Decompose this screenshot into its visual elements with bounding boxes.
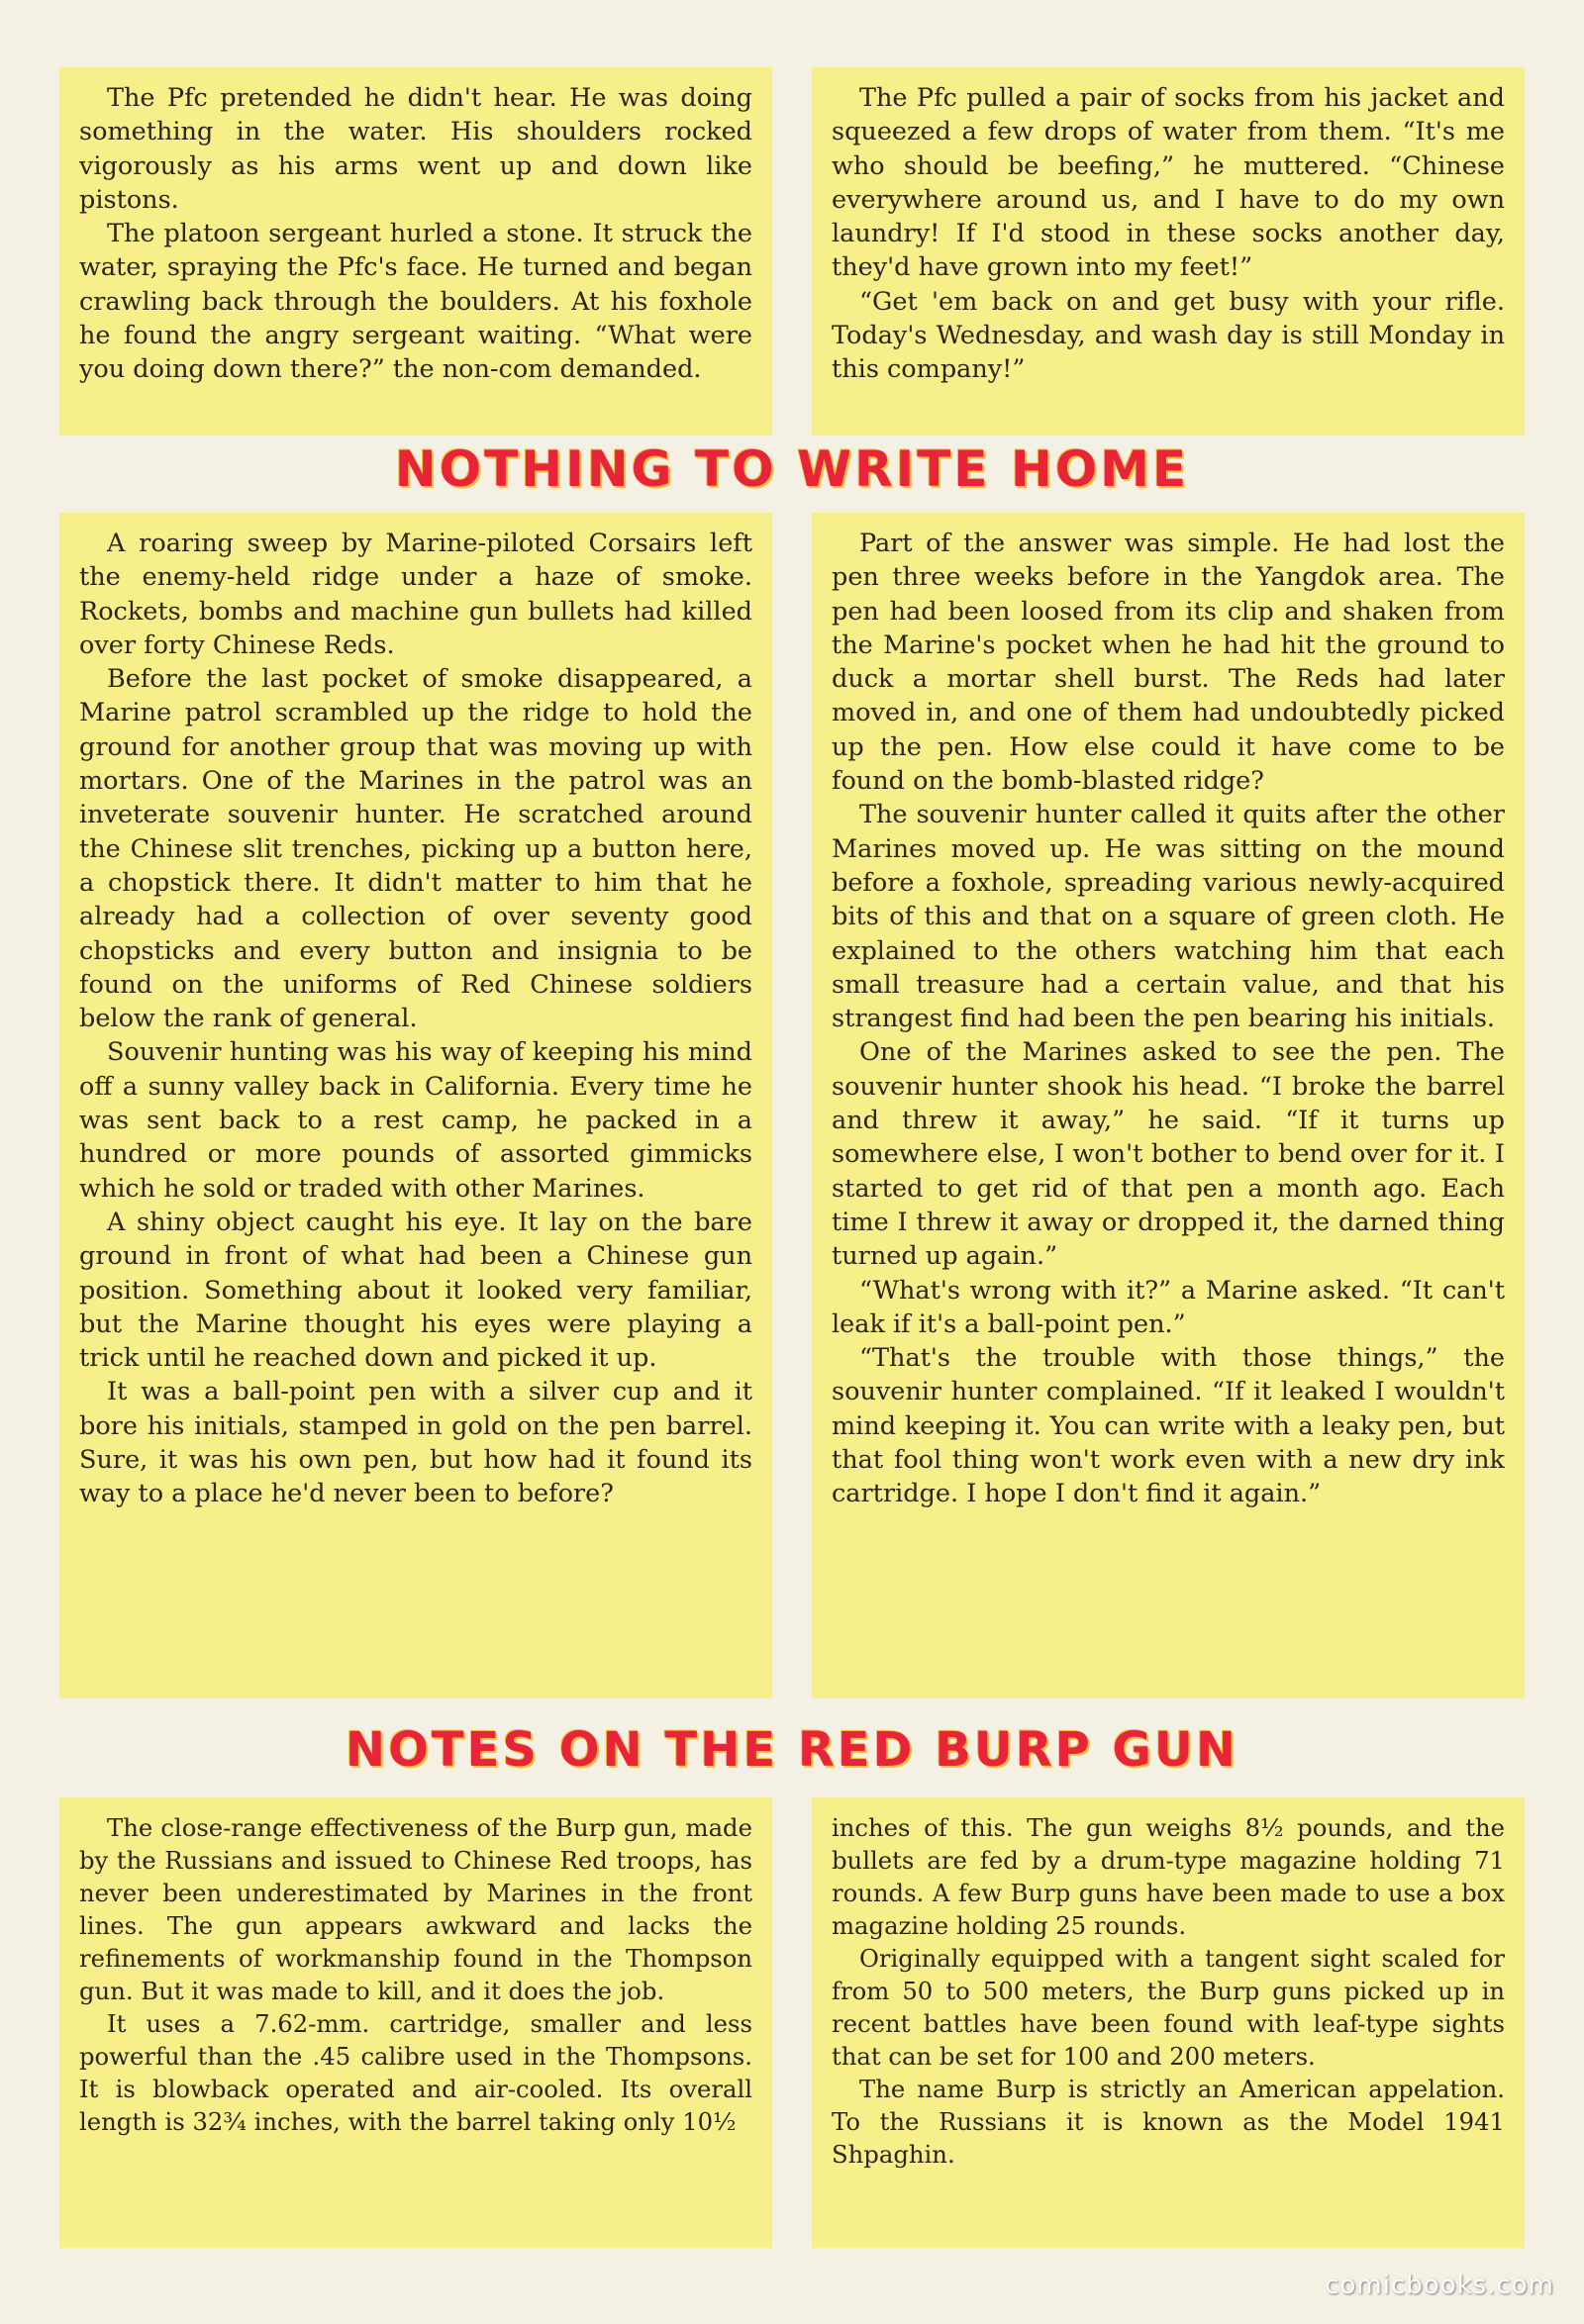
- paragraph: The souvenir hunter called it quits after the other Marines moved up. He was sitting on the mound before a foxhole, spreading various newly-acquired bits of this and that on a square of green cloth. He explained to the others watching him that each small treasure had a certain value, and that his strangest find had been the pen bearing his initials.: [832, 800, 1505, 1034]
- section-heading-nothing-to-write-home: NOTHING TO WRITE HOME: [394, 440, 1190, 498]
- paragraph: It uses a 7.62-mm. cartridge, smaller and less powerful than the .45 calibre used in the Thompsons. It is blowback operated and air-cooled. Its overall length is 32¾ inches, with the barrel taking only 10½: [79, 2009, 752, 2136]
- section-1-right-column: [812, 67, 1525, 436]
- paragraph: The Pfc pulled a pair of socks from his jacket and squeezed a few drops of water from them. “It's me who should be beefing,” he muttered. “Chinese everywhere around us, and I have to do my own laundry! If I'd stood in these socks another day, they'd have grown into my feet!”: [832, 83, 1505, 283]
- section-3-right-column: [812, 1797, 1525, 2248]
- paragraph: One of the Marines asked to see the pen. The souvenir hunter shook his head. “I broke the barrel and threw it away,” he said. “If it turns up somewhere else, I won't bother to bend over for it. I started to get rid of that pen a month ago. Each time I threw it away or dropped it, the darned thing turned up again.”: [832, 1037, 1505, 1272]
- paragraph: Before the last pocket of smoke disappeared, a Marine patrol scrambled up the ridge to hold the ground for another group that was moving up with mortars. One of the Marines in the patrol was an inveterate souvenir hunter. He scratched around the Chinese slit trenches, picking up a button here, a chopstick there. It didn't matter to him that he already had a collection of over seventy good chopsticks and every button and insignia to be found on the uniforms of Red Chinese soldiers below the rank of general.: [79, 664, 752, 1034]
- paragraph: The Pfc pretended he didn't hear. He was doing something in the water. His shoulders rocked vigorously as his arms went up and down like pistons.: [79, 83, 752, 215]
- paragraph: Originally equipped with a tangent sight scaled for from 50 to 500 meters, the Burp guns picked up in recent battles have been found with leaf-type sights that can be set for 100 and 200 meters.: [832, 1944, 1505, 2071]
- section-3: [59, 1797, 1525, 2248]
- paragraph: inches of this. The gun weighs 8½ pounds, and the bullets are fed by a drum-type magazine holding 71 rounds. A few Burp guns have been made to use a box magazine holding 25 rounds.: [832, 1813, 1505, 1940]
- paragraph: A roaring sweep by Marine-piloted Corsairs left the enemy-held ridge under a haze of smoke. Rockets, bombs and machine gun bullets had killed over forty Chinese Reds.: [79, 529, 752, 660]
- paragraph: “Get 'em back on and get busy with your rifle. Today's Wednesday, and wash day is still Monday in this company!”: [832, 286, 1505, 385]
- paragraph: A shiny object caught his eye. It lay on the bare ground in front of what had been a Chinese gun position. Something about it looked very familiar, but the Marine thought his eyes were playing a trick until he reached down and picked it up.: [79, 1207, 752, 1374]
- paragraph: Part of the answer was simple. He had lost the pen three weeks before in the Yangdok area. The pen had been loosed from its clip and shaken from the Marine's pocket when he had hit the ground to duck a mortar shell burst. The Reds had later moved in, and one of them had undoubtedly picked up the pen. How else could it have come to be found on the bomb-blasted ridge?: [832, 529, 1505, 797]
- paragraph: Souvenir hunting was his way of keeping his mind off a sunny valley back in California. Every time he was sent back to a rest camp, he packed in a hundred or more pounds of assorted gimmicks which he sold or traded with other Marines.: [79, 1037, 752, 1204]
- section-2-right-column: [812, 513, 1525, 1698]
- paragraph: “That's the trouble with those things,” the souvenir hunter complained. “If it leaked I wouldn't mind keeping it. You can write with a leaky pen, but that fool thing won't work even with a new dry ink cartridge. I hope I don't find it again.”: [832, 1343, 1505, 1509]
- section-2-left-column: [59, 513, 772, 1698]
- section-1: [59, 67, 1525, 436]
- section-3-left-column: [59, 1797, 772, 2248]
- paragraph: It was a ball-point pen with a silver cup and it bore his initials, stamped in gold on the pen barrel. Sure, it was his own pen, but how had it found its way to a place he'd never been to before?: [79, 1377, 752, 1509]
- paragraph: The platoon sergeant hurled a stone. It struck the water, spraying the Pfc's face. He turned and began crawling back through the boulders. At his foxhole he found the angry sergeant waiting. “What were you doing down there?” the non-com demanded.: [79, 219, 752, 385]
- paragraph: The close-range effectiveness of the Burp gun, made by the Russians and issued to Chinese Red troops, has never been underestimated by Marines in the front lines. The gun appears awkward and lacks the refinements of workmanship found in the Thompson gun. But it was made to kill, and it does the job.: [79, 1813, 752, 2005]
- section-1-left-column: [59, 67, 772, 436]
- section-heading-notes-on-the-red-burp-gun: NOTES ON THE RED BURP GUN: [345, 1722, 1239, 1778]
- paragraph: “What's wrong with it?” a Marine asked. “It can't leak if it's a ball-point pen.”: [832, 1275, 1505, 1339]
- paragraph: The name Burp is strictly an American appelation. To the Russians it is known as the Model 1941 Shpaghin.: [832, 2075, 1505, 2169]
- watermark: comicbooks.com: [1325, 2271, 1554, 2300]
- section-2: [59, 513, 1525, 1698]
